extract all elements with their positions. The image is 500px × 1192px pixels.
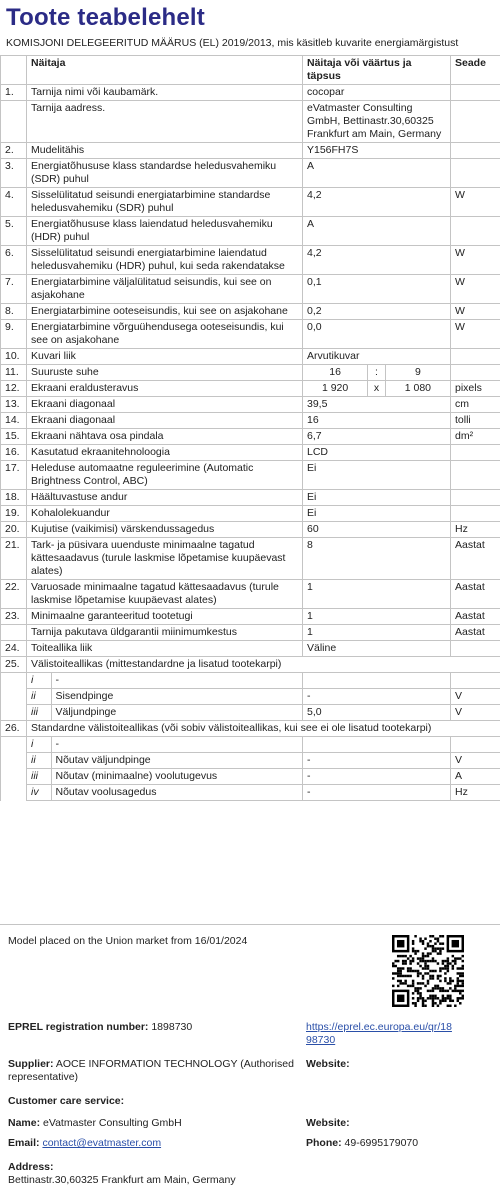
- table-row: [1, 365, 500, 381]
- phone-label: Phone:: [306, 1137, 342, 1149]
- table-row: [1, 304, 500, 320]
- table-row: [1, 721, 500, 737]
- row-label: Tarnija aadress.: [31, 102, 106, 114]
- supplier-value-2: representative): [8, 1071, 79, 1083]
- website2-label: Website:: [306, 1117, 350, 1129]
- table-body: [1, 85, 500, 801]
- table-row: [1, 159, 500, 188]
- care-website: [306, 1117, 350, 1130]
- table-row: [1, 625, 500, 641]
- ratio-separator: :: [368, 365, 386, 380]
- table-row: [1, 641, 500, 657]
- row-unit: W: [455, 189, 465, 201]
- supplier-value-1: AOCE INFORMATION TECHNOLOGY (Authorised: [55, 1058, 294, 1070]
- row-number: 9.: [5, 321, 14, 333]
- supplier-label: Supplier:: [8, 1058, 54, 1070]
- ratio-left: 1 920: [303, 381, 368, 396]
- row-unit: dm²: [455, 430, 474, 442]
- table-row: [1, 275, 500, 304]
- row-number: 21.: [5, 539, 20, 551]
- sub-label: -: [55, 674, 59, 686]
- market-date-text: Model placed on the Union market from 16/01/2024: [8, 935, 248, 947]
- sub-unit: V: [455, 690, 463, 702]
- row-number: 2.: [5, 144, 14, 156]
- table-row: [1, 320, 500, 349]
- row-value: Ei: [307, 462, 317, 474]
- row-label: Energiatõhususe klass standardse heledusvahemiku (SDR) puhul: [31, 160, 277, 185]
- sub-label: Nõutav voolusagedus: [55, 786, 157, 798]
- sub-index: i: [27, 737, 51, 752]
- row-label: Minimaalne garanteeritud tootetugi: [31, 610, 193, 622]
- row-number: 25.: [5, 658, 20, 670]
- sub-value: -: [307, 754, 311, 766]
- sub-value: 5,0: [307, 706, 322, 718]
- row-unit: cm: [455, 398, 469, 410]
- row-unit: pixels: [455, 382, 482, 394]
- row-label: Standardne välistoiteallikas (või sobiv välistoiteallikas, kui see ei ole lisatud tootekarpi): [31, 722, 432, 734]
- address-label: Address:: [8, 1161, 54, 1173]
- row-number: 8.: [5, 305, 14, 317]
- table-row: [1, 397, 500, 413]
- row-number: 15.: [5, 430, 20, 442]
- name-value: eVatmaster Consulting GmbH: [43, 1117, 182, 1129]
- sub-index: iii: [27, 705, 51, 720]
- row-value: Ei: [307, 491, 317, 503]
- sub-label: Väljundpinge: [55, 706, 117, 718]
- name-label: Name:: [8, 1117, 41, 1129]
- row-label: Energiatõhususe klass laiendatud heledusvahemiku (HDR) puhul: [31, 218, 273, 243]
- row-number: 20.: [5, 523, 20, 535]
- eprel-link-line-1[interactable]: https://eprel.ec.europa.eu/qr/18: [306, 1021, 452, 1033]
- row-number: 17.: [5, 462, 20, 474]
- row-value: A: [307, 218, 315, 230]
- sub-index: iii: [27, 769, 51, 784]
- row-number: 7.: [5, 276, 14, 288]
- table-row: [1, 188, 500, 217]
- table-header-row: [1, 56, 500, 85]
- row-number: 19.: [5, 507, 20, 519]
- supplier-info: [8, 1058, 300, 1084]
- row-value: 4,2: [307, 247, 322, 259]
- parameters-table: [0, 55, 500, 801]
- care-address: [8, 1161, 236, 1187]
- sub-label: -: [55, 738, 59, 750]
- ratio-left: 16: [303, 365, 368, 380]
- row-label: Sisselülitatud seisundi energiatarbimine standardse heledusvahemiku (SDR) puhul: [31, 189, 271, 214]
- sub-value: -: [307, 786, 311, 798]
- row-value: 8: [307, 539, 313, 551]
- row-label: Ekraani diagonaal: [31, 414, 116, 426]
- row-unit: W: [455, 276, 465, 288]
- table-sub-row: [1, 753, 500, 769]
- sub-label: Sisendpinge: [55, 690, 114, 702]
- phone-value: 49-6995179070: [344, 1137, 419, 1149]
- row-label: Kujutise (vaikimisi) värskendussagedus: [31, 523, 215, 535]
- row-number: 5.: [5, 218, 14, 230]
- sub-unit: A: [455, 770, 463, 782]
- row-value: eVatmaster Consulting GmbH, Bettinastr.30,60325 Frankfurt am Main, Germany: [307, 102, 442, 140]
- row-label: Energiatarbimine ooteseisundis, kui see on asjakohane: [31, 305, 288, 317]
- row-value: Väline: [307, 642, 337, 654]
- table-sub-row: [1, 689, 500, 705]
- row-value: 60: [307, 523, 319, 535]
- row-label: Häältuvastuse andur: [31, 491, 128, 503]
- row-label: Toiteallika liik: [31, 642, 93, 654]
- row-label: Ekraani eraldusteravus: [31, 382, 139, 394]
- row-value: 16: [307, 414, 319, 426]
- row-number: 11.: [5, 366, 19, 378]
- row-value: cocopar: [307, 86, 345, 98]
- table-row: [1, 143, 500, 159]
- row-unit: W: [455, 305, 465, 317]
- table-row: [1, 522, 500, 538]
- sub-unit: V: [455, 706, 463, 718]
- row-number: 13.: [5, 398, 20, 410]
- table-row: [1, 461, 500, 490]
- row-value: 1: [307, 610, 313, 622]
- care-email: [8, 1137, 161, 1150]
- row-value: 0,1: [307, 276, 322, 288]
- eprel-label: EPREL registration number:: [8, 1021, 149, 1033]
- row-label: Suuruste suhe: [31, 366, 99, 378]
- header-unit: Seade: [451, 56, 500, 85]
- row-label: Energiatarbimine väljalülitatud seisundis, kui see on asjakohane: [31, 276, 272, 301]
- table-row: [1, 381, 500, 397]
- row-label: Heleduse automaatne reguleerimine (Automatic Brightness Control, ABC): [31, 462, 254, 487]
- row-value: Y156FH7S: [307, 144, 359, 156]
- eprel-registration: [8, 1021, 192, 1034]
- row-number: 10.: [5, 350, 20, 362]
- website-label: Website:: [306, 1058, 350, 1070]
- row-value: 1: [307, 581, 313, 593]
- table-row: [1, 217, 500, 246]
- sub-value: -: [307, 770, 311, 782]
- sub-label: Nõutav väljundpinge: [55, 754, 151, 766]
- table-row: [1, 490, 500, 506]
- row-number: 16.: [5, 446, 20, 458]
- row-number: 14.: [5, 414, 20, 426]
- row-label: Varuosade minimaalne tagatud kättesaadavus (turule laskmise lõpetamise kuupäevast alates): [31, 581, 279, 606]
- table-row: [1, 85, 500, 101]
- table-row: [1, 101, 500, 143]
- row-value: 4,2: [307, 189, 322, 201]
- row-value: 6,7: [307, 430, 322, 442]
- table-row: [1, 538, 500, 580]
- sub-index: iv: [27, 785, 51, 800]
- sub-index: i: [27, 673, 51, 688]
- row-value: LCD: [307, 446, 329, 458]
- email-label: Email:: [8, 1137, 40, 1149]
- care-phone: [306, 1137, 418, 1150]
- row-number: 12.: [5, 382, 20, 394]
- row-unit: Aastat: [455, 581, 485, 593]
- row-label: Kohalolekuandur: [31, 507, 110, 519]
- table-sub-row: [1, 737, 500, 753]
- row-label: Ekraani diagonaal: [31, 398, 116, 410]
- table-row: [1, 413, 500, 429]
- row-label: Kuvari liik: [31, 350, 76, 362]
- customer-care-heading: Customer care service:: [8, 1095, 125, 1107]
- row-unit: W: [455, 247, 465, 259]
- row-label: Sisselülitatud seisundi energiatarbimine laiendatud heledusvahemiku (HDR) puhul, kui seda rakendatakse: [31, 247, 285, 272]
- row-number: 22.: [5, 581, 20, 593]
- table-row: [1, 429, 500, 445]
- sub-unit: V: [455, 754, 463, 766]
- care-name: [8, 1117, 182, 1130]
- row-unit: Aastat: [455, 539, 485, 551]
- footer-panel: [0, 924, 500, 1192]
- row-number: 1.: [5, 86, 14, 98]
- row-label: Energiatarbimine võrguühendusega ooteseisundis, kui see on asjakohane: [31, 321, 284, 346]
- row-number: 24.: [5, 642, 20, 654]
- row-number: 3.: [5, 160, 14, 172]
- sub-value: -: [307, 690, 311, 702]
- table-sub-row: [1, 705, 500, 721]
- row-value: 0,2: [307, 305, 322, 317]
- table-sub-row: [1, 769, 500, 785]
- eprel-link[interactable]: [306, 1021, 452, 1047]
- table-row: [1, 506, 500, 522]
- header-number: [1, 56, 27, 85]
- header-value: Näitaja või väärtus ja täpsus: [303, 56, 451, 85]
- row-unit: Aastat: [455, 610, 485, 622]
- table-row: [1, 657, 500, 673]
- row-value: 39,5: [307, 398, 328, 410]
- table-sub-row: [1, 785, 500, 801]
- row-number: 23.: [5, 610, 20, 622]
- row-unit: Aastat: [455, 626, 485, 638]
- table-sub-row: [1, 673, 500, 689]
- page-title: Toote teabelehelt: [6, 4, 205, 31]
- row-unit: tolli: [455, 414, 471, 426]
- eprel-number: 1898730: [151, 1021, 193, 1033]
- sub-label: Nõutav (minimaalne) voolutugevus: [55, 770, 218, 782]
- row-label: Tarnija pakutava üldgarantii miinimumkestus: [31, 626, 238, 638]
- table-row: [1, 246, 500, 275]
- table-row: [1, 609, 500, 625]
- row-label: Tark- ja püsivara uuenduste minimaalne tagatud kättesaadavus (turule laskmise lõpetamise kuupäevast alates): [31, 539, 286, 577]
- row-value: 0,0: [307, 321, 322, 333]
- row-unit: Hz: [455, 523, 468, 535]
- sub-index: ii: [27, 753, 51, 768]
- row-label: Ekraani nähtava osa pindala: [31, 430, 164, 442]
- sub-unit: Hz: [455, 786, 468, 798]
- qr-code-icon[interactable]: [392, 935, 464, 1007]
- eprel-link-line-2[interactable]: 98730: [306, 1034, 336, 1046]
- regulation-subtitle: KOMISJONI DELEGEERITUD MÄÄRUS (EL) 2019/2013, mis käsitleb kuvarite energiamärgistust: [6, 37, 459, 49]
- table-row: [1, 580, 500, 609]
- row-unit: W: [455, 321, 465, 333]
- row-number: 4.: [5, 189, 14, 201]
- supplier-website: [306, 1058, 350, 1071]
- row-value: Arvutikuvar: [307, 350, 360, 362]
- row-value: 1: [307, 626, 313, 638]
- sub-index: ii: [27, 689, 51, 704]
- email-link[interactable]: contact@evatmaster.com: [42, 1137, 162, 1149]
- row-value: A: [307, 160, 315, 172]
- row-label: Mudelitähis: [31, 144, 85, 156]
- table-row: [1, 349, 500, 365]
- row-label: Kasutatud ekraanitehnoloogia: [31, 446, 170, 458]
- ratio-separator: x: [368, 381, 386, 396]
- row-number: 6.: [5, 247, 14, 259]
- ratio-right: 1 080: [404, 382, 432, 394]
- row-value: Ei: [307, 507, 317, 519]
- ratio-right: 9: [414, 366, 421, 378]
- header-parameter: Näitaja: [27, 56, 303, 85]
- row-label: Välistoiteallikas (mittestandardne ja lisatud tootekarpi): [31, 658, 282, 670]
- row-number: 26.: [5, 722, 20, 734]
- address-value: Bettinastr.30,60325 Frankfurt am Main, Germany: [8, 1174, 236, 1186]
- row-label: Tarnija nimi või kaubamärk.: [31, 86, 159, 98]
- row-number: 18.: [5, 491, 20, 503]
- table-row: [1, 445, 500, 461]
